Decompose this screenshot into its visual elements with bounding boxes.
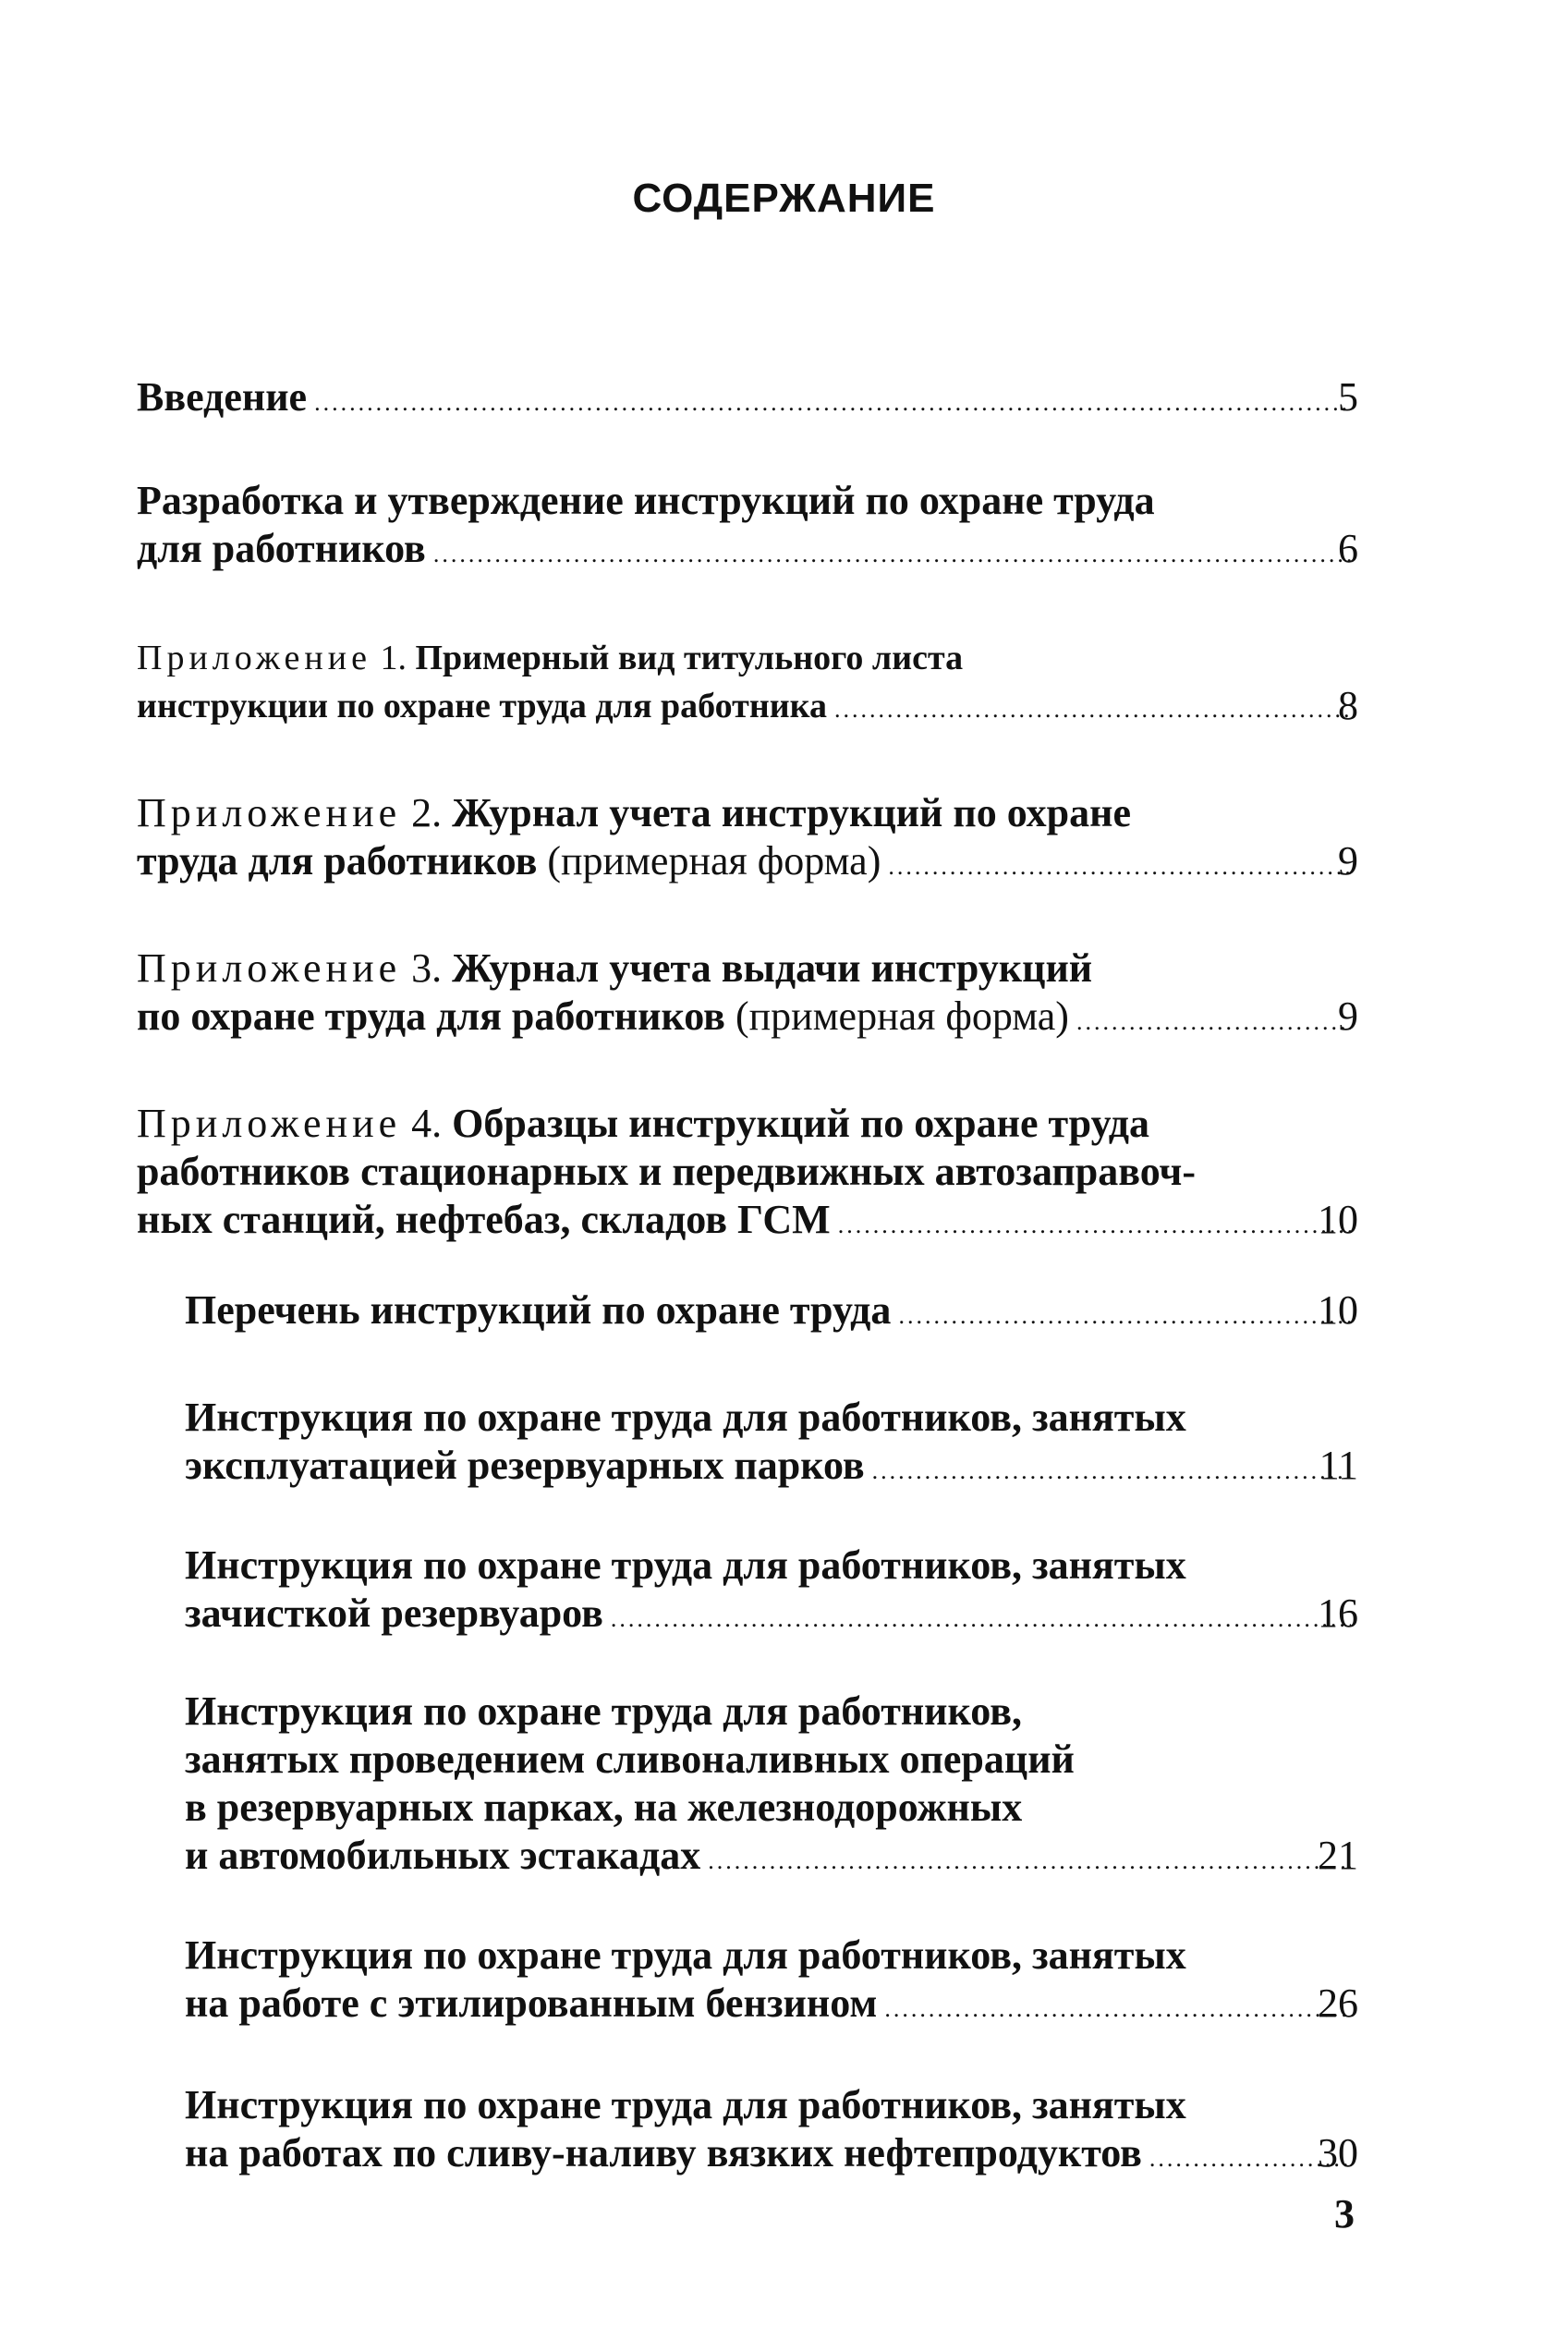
entry-text: Образцы инструкций по охране труда — [442, 1101, 1150, 1146]
entry-page-number: 9 — [1338, 993, 1358, 1039]
entry-text: Инструкция по охране труда для работников, — [185, 1688, 1022, 1734]
toc-entry-instruction-list[interactable] — [185, 1286, 1356, 1335]
appendix-number: 4. — [401, 1101, 443, 1146]
page-title: СОДЕРЖАНИЕ — [632, 176, 936, 221]
entry-page-number: 8 — [1338, 683, 1358, 728]
toc-entry-tank-farm[interactable] — [185, 1394, 1356, 1490]
entry-text: для работников — [137, 526, 426, 571]
appendix-number: 2. — [401, 790, 443, 835]
entry-page-number: 30 — [1318, 2130, 1358, 2175]
toc-entry-appendix-3[interactable] — [137, 945, 1356, 1041]
entry-text: Перечень инструкций по охране труда — [185, 1287, 892, 1333]
toc-entry-appendix-4[interactable] — [137, 1100, 1356, 1244]
entry-text: занятых проведением сливоналивных операций — [185, 1737, 1075, 1782]
toc-entry-appendix-1[interactable] — [137, 634, 1356, 730]
entry-text: и автомобильных эстакадах — [185, 1833, 701, 1878]
toc-entry-tank-cleaning[interactable] — [185, 1542, 1356, 1638]
entry-text: ных станций, нефтебаз, складов ГСМ — [137, 1197, 831, 1242]
entry-text: на работе с этилированным бензином — [185, 1980, 878, 2026]
appendix-number: 1. — [371, 639, 407, 677]
page-number: 3 — [1334, 2191, 1355, 2236]
toc-entry-development[interactable] — [137, 477, 1356, 573]
entry-text: Разработка и утверждение инструкций по охране труда — [137, 478, 1155, 523]
entry-text: Введение — [137, 374, 308, 420]
entry-text: эксплуатацией резервуарных парков — [185, 1443, 865, 1488]
entry-text: Инструкция по охране труда для работников, занятых — [185, 1542, 1186, 1588]
entry-page-number: 21 — [1318, 1833, 1358, 1878]
appendix-label: Приложение — [137, 639, 371, 677]
entry-text: Примерный вид титульного листа — [406, 639, 964, 677]
entry-page-number: 5 — [1338, 374, 1358, 420]
toc-entry-introduction[interactable] — [137, 373, 1356, 421]
entry-text: труда для работников — [137, 838, 538, 884]
appendix-label: Приложение — [137, 945, 402, 991]
entry-page-number: 6 — [1338, 526, 1358, 571]
entry-page-number: 26 — [1318, 1980, 1358, 2026]
entry-page-number: 10 — [1318, 1287, 1358, 1333]
entry-text: в резервуарных парках, на железнодорожных — [185, 1785, 1023, 1830]
entry-note: (примерная форма) — [724, 993, 1069, 1039]
toc-entry-appendix-2[interactable] — [137, 789, 1356, 885]
entry-text: Журнал учета выдачи инструкций — [442, 945, 1093, 991]
entry-text: Журнал учета инструкций по охране — [442, 790, 1131, 835]
dot-leader — [834, 686, 1351, 734]
dot-leader — [611, 1595, 1351, 1643]
appendix-number: 3. — [401, 945, 443, 991]
entry-text: Инструкция по охране труда для работников, занятых — [185, 1932, 1186, 1978]
entry-text: инструкции по охране труда для работника — [137, 687, 827, 725]
dot-leader — [314, 379, 1351, 427]
entry-text: зачисткой резервуаров — [185, 1590, 603, 1636]
entry-page-number: 10 — [1318, 1197, 1358, 1242]
entry-page-number: 11 — [1319, 1443, 1358, 1488]
toc-entry-leaded-gasoline[interactable] — [185, 1932, 1356, 2028]
dot-leader — [433, 530, 1351, 579]
entry-text: работников стационарных и передвижных автозаправоч- — [137, 1149, 1197, 1194]
appendix-label: Приложение — [137, 1101, 402, 1146]
entry-text: на работах по сливу-наливу вязких нефтепродуктов — [185, 2130, 1142, 2175]
toc-entry-viscous-products[interactable] — [185, 2081, 1356, 2177]
dot-leader — [838, 1201, 1351, 1249]
entry-text: Инструкция по охране труда для работников, занятых — [185, 2082, 1186, 2127]
entry-note: (примерная форма) — [537, 838, 881, 884]
entry-text: Инструкция по охране труда для работников, занятых — [185, 1395, 1186, 1440]
dot-leader — [708, 1837, 1351, 1885]
entry-page-number: 9 — [1338, 838, 1358, 884]
entry-text: по охране труда для работников — [137, 993, 725, 1039]
entry-page-number: 16 — [1318, 1590, 1358, 1636]
toc-entry-loading-operations[interactable] — [185, 1688, 1356, 1880]
appendix-label: Приложение — [137, 790, 402, 835]
